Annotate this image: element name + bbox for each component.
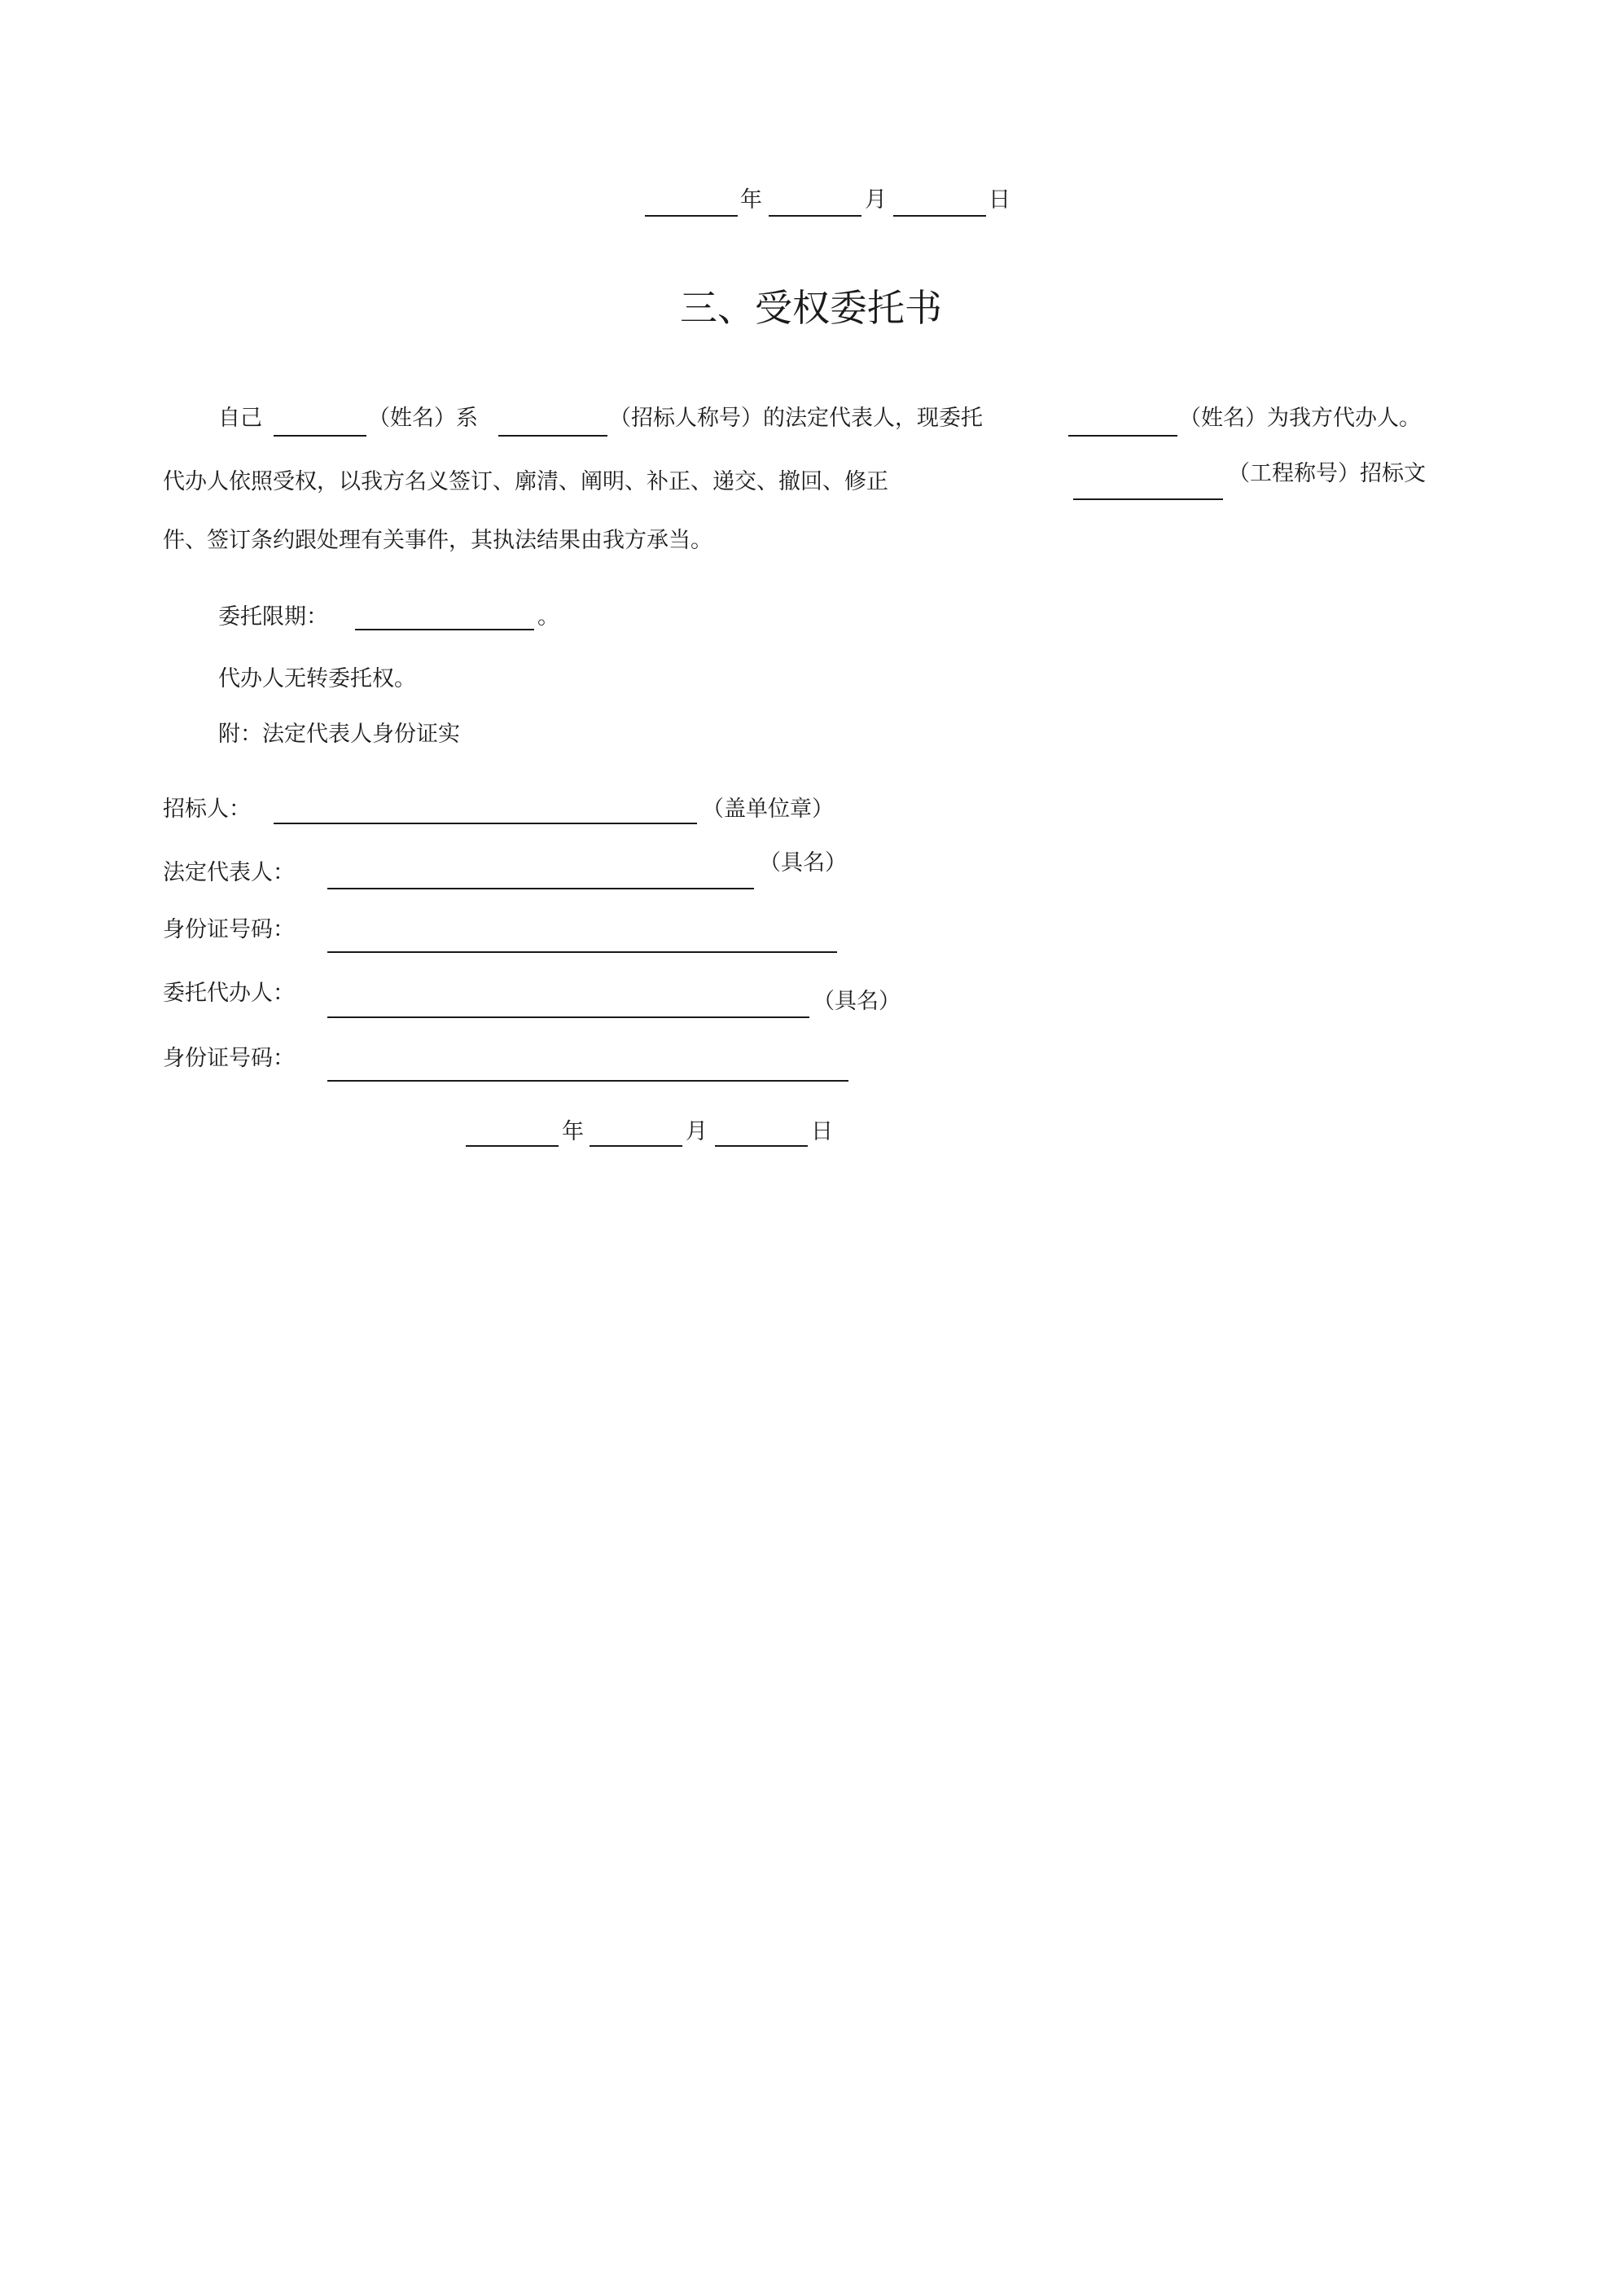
page-title: 三、受权委托书 [680, 286, 942, 330]
top-date-year-label: 年 [740, 187, 762, 213]
legal-rep-blank[interactable] [327, 888, 754, 889]
top-date-day-blank[interactable] [893, 215, 986, 217]
para-line1-c: （招标人称号）的法定代表人，现委托 [609, 406, 983, 431]
tenderer-note: （盖单位章） [702, 797, 834, 822]
para-line1-a: 自己 [218, 406, 262, 431]
para-line2-a: 代办人依照受权，以我方名义签订、廓清、阐明、补正、递交、撤回、修正 [163, 469, 888, 494]
agent-note: （具名） [813, 989, 901, 1014]
para-line1-b: （姓名）系 [368, 406, 478, 431]
para-line3: 件、签订条约跟处理有关事件，其执法结果由我方承当。 [163, 528, 712, 553]
id-1-label: 身份证号码： [163, 917, 295, 942]
bottom-date-month-blank[interactable] [590, 1145, 682, 1147]
no-transfer-text: 代办人无转委托权。 [218, 666, 416, 691]
bottom-date-year-blank[interactable] [466, 1145, 559, 1147]
para-line2-b: （工程称号）招标文 [1228, 461, 1426, 486]
legal-rep-note: （具名） [759, 850, 847, 876]
term-label: 委托限期： [218, 604, 328, 630]
term-end: 。 [537, 604, 559, 630]
project-name-blank[interactable] [1073, 498, 1223, 500]
bottom-date-day-blank[interactable] [715, 1145, 808, 1147]
agent-label: 委托代办人： [163, 981, 295, 1006]
top-date-month-label: 月 [865, 187, 887, 213]
id-2-label: 身份证号码： [163, 1046, 295, 1071]
tenderer-name-blank[interactable] [498, 435, 607, 437]
principal-name-blank[interactable] [274, 435, 366, 437]
top-date-month-blank[interactable] [769, 215, 861, 217]
agent-blank[interactable] [327, 1016, 809, 1018]
bottom-date-day-label: 日 [811, 1119, 833, 1144]
top-date-year-blank[interactable] [645, 215, 738, 217]
agent-name-blank[interactable] [1068, 435, 1177, 437]
legal-rep-label: 法定代表人： [163, 860, 295, 885]
top-date-day-label: 日 [989, 187, 1010, 213]
id-2-blank[interactable] [327, 1080, 848, 1082]
bottom-date-month-label: 月 [686, 1119, 708, 1144]
id-1-blank[interactable] [327, 951, 837, 953]
bottom-date-year-label: 年 [562, 1119, 584, 1144]
para-line1-d: （姓名）为我方代办人。 [1179, 406, 1421, 431]
term-blank[interactable] [355, 629, 534, 630]
tenderer-blank[interactable] [274, 823, 697, 824]
attachment-text: 附：法定代表人身份证实 [218, 722, 460, 747]
tenderer-label: 招标人： [163, 797, 251, 822]
